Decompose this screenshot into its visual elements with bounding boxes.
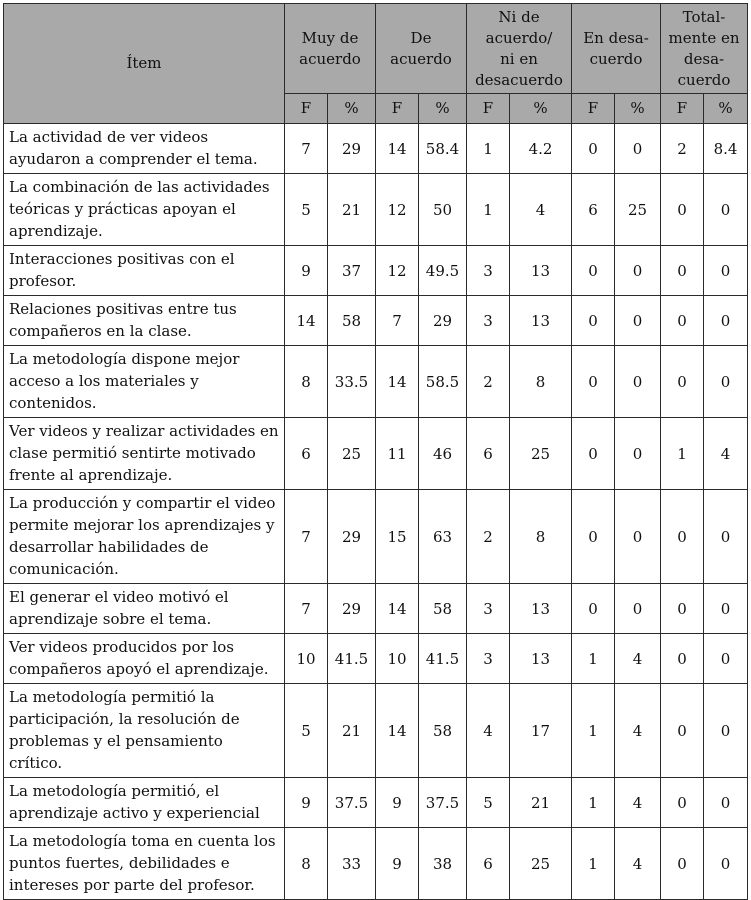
frequency-cell: 0 xyxy=(661,684,704,778)
frequency-cell: 14 xyxy=(376,346,419,418)
percent-cell: 0 xyxy=(704,634,748,684)
percent-cell: 58 xyxy=(419,684,467,778)
table-row xyxy=(4,634,748,684)
table-row xyxy=(4,346,748,418)
percent-cell: 0 xyxy=(704,584,748,634)
percent-cell: 13 xyxy=(510,634,572,684)
frequency-cell: 1 xyxy=(467,174,510,246)
percent-cell: 0 xyxy=(704,296,748,346)
percent-cell: 58.5 xyxy=(419,346,467,418)
percent-cell: 49.5 xyxy=(419,246,467,296)
frequency-cell: 1 xyxy=(572,828,615,900)
percent-cell: 4 xyxy=(615,684,661,778)
survey-results-table xyxy=(3,3,748,900)
frequency-cell: 8 xyxy=(285,346,328,418)
frequency-cell: 0 xyxy=(572,418,615,490)
percent-cell: 41.5 xyxy=(328,634,376,684)
percent-cell: 0 xyxy=(704,246,748,296)
frequency-cell: 11 xyxy=(376,418,419,490)
table-row xyxy=(4,246,748,296)
header-pct: % xyxy=(419,94,467,124)
percent-cell: 4 xyxy=(510,174,572,246)
percent-cell: 29 xyxy=(328,490,376,584)
frequency-cell: 0 xyxy=(661,246,704,296)
frequency-cell: 3 xyxy=(467,634,510,684)
frequency-cell: 2 xyxy=(467,346,510,418)
table-row xyxy=(4,584,748,634)
table-row xyxy=(4,124,748,174)
percent-cell: 25 xyxy=(328,418,376,490)
item-text: Interacciones positivas con el profesor. xyxy=(4,246,285,296)
header-pct: % xyxy=(328,94,376,124)
percent-cell: 29 xyxy=(328,584,376,634)
header-de-acuerdo: De acuerdo xyxy=(376,4,467,94)
table-row xyxy=(4,828,748,900)
header-totalmente-en-desacuerdo: Total- mente en desa- cuerdo xyxy=(661,4,748,94)
item-text: La metodología toma en cuenta los puntos fuertes, debilidades e intereses por parte del profesor. xyxy=(4,828,285,900)
header-pct: % xyxy=(615,94,661,124)
item-text: Ver videos producidos por los compañeros apoyó el aprendizaje. xyxy=(4,634,285,684)
percent-cell: 0 xyxy=(704,684,748,778)
frequency-cell: 1 xyxy=(572,634,615,684)
percent-cell: 21 xyxy=(510,778,572,828)
percent-cell: 0 xyxy=(615,346,661,418)
frequency-cell: 0 xyxy=(572,584,615,634)
frequency-cell: 0 xyxy=(661,490,704,584)
percent-cell: 0 xyxy=(615,296,661,346)
percent-cell: 8 xyxy=(510,490,572,584)
frequency-cell: 0 xyxy=(661,634,704,684)
percent-cell: 4 xyxy=(615,828,661,900)
frequency-cell: 0 xyxy=(572,490,615,584)
percent-cell: 4 xyxy=(615,634,661,684)
frequency-cell: 0 xyxy=(572,246,615,296)
frequency-cell: 0 xyxy=(661,174,704,246)
frequency-cell: 3 xyxy=(467,296,510,346)
percent-cell: 13 xyxy=(510,584,572,634)
percent-cell: 41.5 xyxy=(419,634,467,684)
table-body xyxy=(4,124,748,900)
percent-cell: 0 xyxy=(704,174,748,246)
frequency-cell: 3 xyxy=(467,246,510,296)
item-text: La producción y compartir el video permite mejorar los aprendizajes y desarrollar habilidades de comunicación. xyxy=(4,490,285,584)
frequency-cell: 5 xyxy=(285,684,328,778)
frequency-cell: 14 xyxy=(285,296,328,346)
percent-cell: 0 xyxy=(615,418,661,490)
percent-cell: 25 xyxy=(615,174,661,246)
frequency-cell: 7 xyxy=(376,296,419,346)
percent-cell: 33 xyxy=(328,828,376,900)
frequency-cell: 12 xyxy=(376,174,419,246)
percent-cell: 17 xyxy=(510,684,572,778)
frequency-cell: 3 xyxy=(467,584,510,634)
frequency-cell: 5 xyxy=(285,174,328,246)
percent-cell: 4 xyxy=(615,778,661,828)
header-pct: % xyxy=(510,94,572,124)
percent-cell: 0 xyxy=(704,346,748,418)
frequency-cell: 0 xyxy=(661,584,704,634)
percent-cell: 29 xyxy=(419,296,467,346)
percent-cell: 0 xyxy=(615,490,661,584)
table-row xyxy=(4,418,748,490)
percent-cell: 37.5 xyxy=(328,778,376,828)
table-row xyxy=(4,296,748,346)
frequency-cell: 1 xyxy=(661,418,704,490)
item-text: Relaciones positivas entre tus compañeros en la clase. xyxy=(4,296,285,346)
header-item: Ítem xyxy=(4,4,285,124)
percent-cell: 58 xyxy=(419,584,467,634)
percent-cell: 50 xyxy=(419,174,467,246)
frequency-cell: 6 xyxy=(572,174,615,246)
percent-cell: 8.4 xyxy=(704,124,748,174)
header-f: F xyxy=(376,94,419,124)
header-f: F xyxy=(467,94,510,124)
frequency-cell: 14 xyxy=(376,584,419,634)
item-text: Ver videos y realizar actividades en clase permitió sentirte motivado frente al aprendizaje. xyxy=(4,418,285,490)
frequency-cell: 6 xyxy=(467,418,510,490)
frequency-cell: 6 xyxy=(285,418,328,490)
frequency-cell: 12 xyxy=(376,246,419,296)
item-text: La metodología permitió, el aprendizaje activo y experiencial xyxy=(4,778,285,828)
frequency-cell: 9 xyxy=(285,246,328,296)
percent-cell: 0 xyxy=(615,124,661,174)
frequency-cell: 2 xyxy=(467,490,510,584)
percent-cell: 25 xyxy=(510,828,572,900)
item-text: La metodología permitió la participación, la resolución de problemas y el pensamiento crítico. xyxy=(4,684,285,778)
header-f: F xyxy=(572,94,615,124)
frequency-cell: 10 xyxy=(285,634,328,684)
percent-cell: 63 xyxy=(419,490,467,584)
frequency-cell: 9 xyxy=(285,778,328,828)
frequency-cell: 1 xyxy=(572,778,615,828)
frequency-cell: 7 xyxy=(285,490,328,584)
frequency-cell: 7 xyxy=(285,584,328,634)
percent-cell: 0 xyxy=(615,246,661,296)
percent-cell: 58 xyxy=(328,296,376,346)
header-row-groups xyxy=(4,4,748,94)
frequency-cell: 14 xyxy=(376,124,419,174)
item-text: El generar el video motivó el aprendizaje sobre el tema. xyxy=(4,584,285,634)
frequency-cell: 7 xyxy=(285,124,328,174)
frequency-cell: 1 xyxy=(467,124,510,174)
frequency-cell: 4 xyxy=(467,684,510,778)
percent-cell: 58.4 xyxy=(419,124,467,174)
percent-cell: 38 xyxy=(419,828,467,900)
percent-cell: 46 xyxy=(419,418,467,490)
percent-cell: 33.5 xyxy=(328,346,376,418)
frequency-cell: 0 xyxy=(572,296,615,346)
percent-cell: 8 xyxy=(510,346,572,418)
table-row xyxy=(4,778,748,828)
frequency-cell: 8 xyxy=(285,828,328,900)
percent-cell: 29 xyxy=(328,124,376,174)
frequency-cell: 10 xyxy=(376,634,419,684)
percent-cell: 37.5 xyxy=(419,778,467,828)
table-row xyxy=(4,490,748,584)
percent-cell: 13 xyxy=(510,296,572,346)
percent-cell: 13 xyxy=(510,246,572,296)
table-row xyxy=(4,684,748,778)
percent-cell: 0 xyxy=(704,828,748,900)
percent-cell: 4.2 xyxy=(510,124,572,174)
frequency-cell: 14 xyxy=(376,684,419,778)
percent-cell: 25 xyxy=(510,418,572,490)
frequency-cell: 9 xyxy=(376,778,419,828)
header-en-desacuerdo: En desa- cuerdo xyxy=(572,4,661,94)
percent-cell: 37 xyxy=(328,246,376,296)
header-muy-de-acuerdo: Muy de acuerdo xyxy=(285,4,376,94)
percent-cell: 21 xyxy=(328,174,376,246)
percent-cell: 0 xyxy=(704,490,748,584)
header-f: F xyxy=(285,94,328,124)
item-text: La actividad de ver videos ayudaron a comprender el tema. xyxy=(4,124,285,174)
percent-cell: 0 xyxy=(615,584,661,634)
frequency-cell: 5 xyxy=(467,778,510,828)
frequency-cell: 2 xyxy=(661,124,704,174)
frequency-cell: 0 xyxy=(661,346,704,418)
percent-cell: 21 xyxy=(328,684,376,778)
percent-cell: 0 xyxy=(704,778,748,828)
percent-cell: 4 xyxy=(704,418,748,490)
frequency-cell: 0 xyxy=(661,778,704,828)
table-row xyxy=(4,174,748,246)
frequency-cell: 0 xyxy=(572,124,615,174)
frequency-cell: 0 xyxy=(661,296,704,346)
frequency-cell: 9 xyxy=(376,828,419,900)
header-f: F xyxy=(661,94,704,124)
header-pct: % xyxy=(704,94,748,124)
frequency-cell: 0 xyxy=(572,346,615,418)
item-text: La combinación de las actividades teóricas y prácticas apoyan el aprendizaje. xyxy=(4,174,285,246)
header-ni-de-acuerdo: Ni de acuerdo/ ni en desacuerdo xyxy=(467,4,572,94)
item-text: La metodología dispone mejor acceso a los materiales y contenidos. xyxy=(4,346,285,418)
frequency-cell: 6 xyxy=(467,828,510,900)
frequency-cell: 0 xyxy=(661,828,704,900)
frequency-cell: 1 xyxy=(572,684,615,778)
frequency-cell: 15 xyxy=(376,490,419,584)
